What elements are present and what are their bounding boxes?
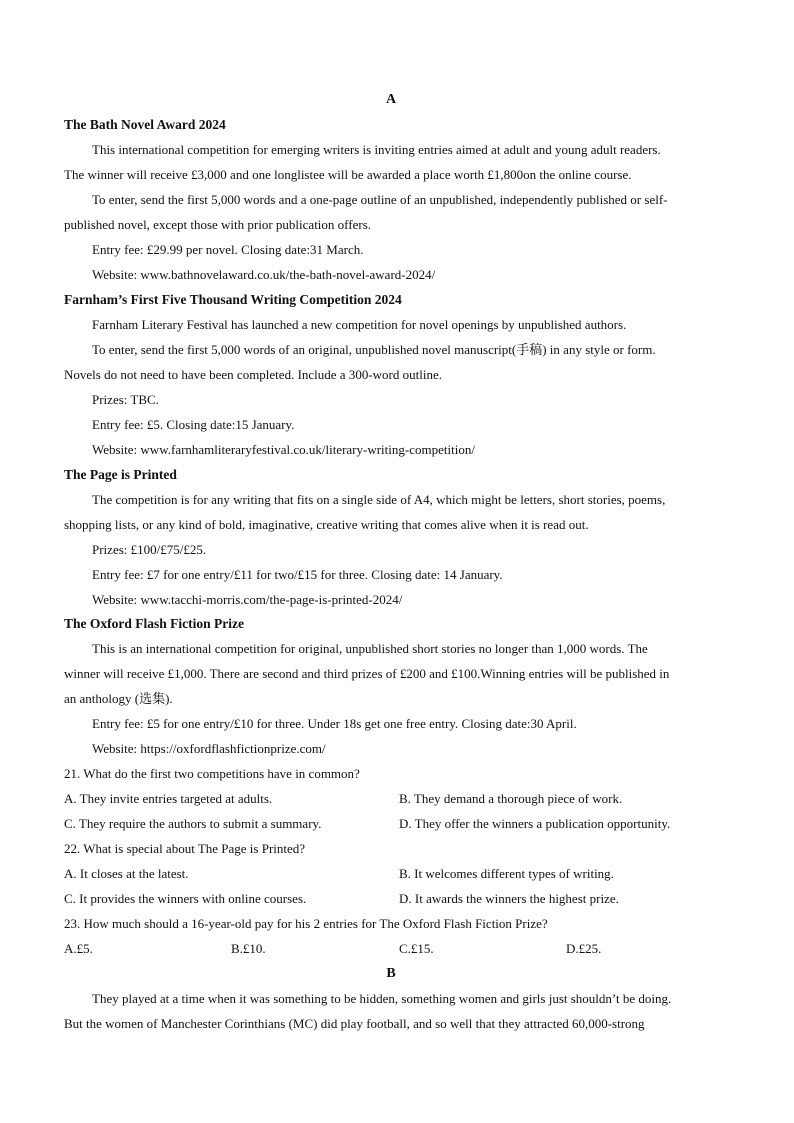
question-22-option-b: B. It welcomes different types of writing. — [399, 866, 614, 881]
question-21-option-a: A. They invite entries targeted at adults. — [64, 791, 273, 806]
question-23-option-d: D.£25. — [566, 941, 602, 956]
farnham-website: Website: www.farnhamliteraryfestival.co.uk/literary-writing-competition/ — [92, 442, 475, 457]
oxford-website: Website: https://oxfordflashfictionprize.com/ — [92, 741, 326, 756]
farnham-para2-line2: Novels do not need to have been completed. Include a 300-word outline. — [64, 367, 442, 382]
page-printed-website: Website: www.tacchi-morris.com/the-page-is-printed-2024/ — [92, 592, 403, 607]
question-22-option-c: C. It provides the winners with online courses. — [64, 891, 307, 906]
question-23-option-a: A.£5. — [64, 941, 93, 956]
bath-para1-line2: The winner will receive £3,000 and one longlistee will be awarded a place worth £1,800on the online course. — [64, 167, 632, 182]
page-printed-para1-line2: shopping lists, or any kind of bold, imaginative, creative writing that comes alive when it is read out. — [64, 517, 589, 532]
oxford-title: The Oxford Flash Fiction Prize — [64, 616, 244, 631]
bath-entry-fee: Entry fee: £29.99 per novel. Closing date:31 March. — [92, 242, 364, 257]
farnham-title: Farnham’s First Five Thousand Writing Competition 2024 — [64, 292, 402, 307]
section-heading-a: A — [385, 92, 397, 107]
question-21-option-d: D. They offer the winners a publication opportunity. — [399, 816, 671, 831]
page-printed-title: The Page is Printed — [64, 467, 177, 482]
question-23-stem: 23. How much should a 16-year-old pay for his 2 entries for The Oxford Flash Fiction Prize? — [64, 916, 548, 931]
oxford-para1-line3: an anthology (选集). — [64, 691, 173, 706]
page-printed-para1-line1: The competition is for any writing that fits on a single side of A4, which might be letters, short stories, poems, — [92, 492, 666, 507]
bath-para2-line1: To enter, send the first 5,000 words and a one-page outline of an unpublished, independently published or self- — [92, 192, 668, 207]
farnham-prizes: Prizes: TBC. — [92, 392, 159, 407]
bath-para1-line1: This international competition for emerging writers is inviting entries aimed at adult and young adult readers. — [92, 142, 661, 157]
passage-b-line1: They played at a time when it was something to be hidden, something women and girls just shouldn’t be doing. — [92, 991, 672, 1006]
bath-award-title: The Bath Novel Award 2024 — [64, 117, 226, 132]
page-printed-entry-fee: Entry fee: £7 for one entry/£11 for two/£15 for three. Closing date: 14 January. — [92, 567, 503, 582]
farnham-para1: Farnham Literary Festival has launched a new competition for novel openings by unpublished authors. — [92, 317, 627, 332]
question-22-stem: 22. What is special about The Page is Printed? — [64, 841, 306, 856]
question-21-option-b: B. They demand a thorough piece of work. — [399, 791, 623, 806]
section-heading-b: B — [386, 966, 396, 981]
question-22-option-d: D. It awards the winners the highest prize. — [399, 891, 619, 906]
bath-website: Website: www.bathnovelaward.co.uk/the-bath-novel-award-2024/ — [92, 267, 436, 282]
question-21-stem: 21. What do the first two competitions have in common? — [64, 766, 360, 781]
farnham-para2-line1: To enter, send the first 5,000 words of an original, unpublished novel manuscript(手稿) in any style or form. — [92, 342, 656, 357]
question-23-option-b: B.£10. — [231, 941, 266, 956]
bath-para2-line2: published novel, except those with prior publication offers. — [64, 217, 371, 232]
oxford-entry-fee: Entry fee: £5 for one entry/£10 for three. Under 18s get one free entry. Closing date:30 April. — [92, 716, 577, 731]
oxford-para1-line2: winner will receive £1,000. There are second and third prizes of £200 and £100.Winning entries will be published in — [64, 666, 670, 681]
question-22-option-a: A. It closes at the latest. — [64, 866, 189, 881]
oxford-para1-line1: This is an international competition for original, unpublished short stories no longer than 1,000 words. The — [92, 641, 648, 656]
question-23-option-c: C.£15. — [399, 941, 434, 956]
farnham-entry-fee: Entry fee: £5. Closing date:15 January. — [92, 417, 295, 432]
page-printed-prizes: Prizes: £100/£75/£25. — [92, 542, 207, 557]
passage-b-line2: But the women of Manchester Corinthians (MC) did play football, and so well that they attracted 60,000-strong — [64, 1016, 645, 1031]
question-21-option-c: C. They require the authors to submit a summary. — [64, 816, 322, 831]
